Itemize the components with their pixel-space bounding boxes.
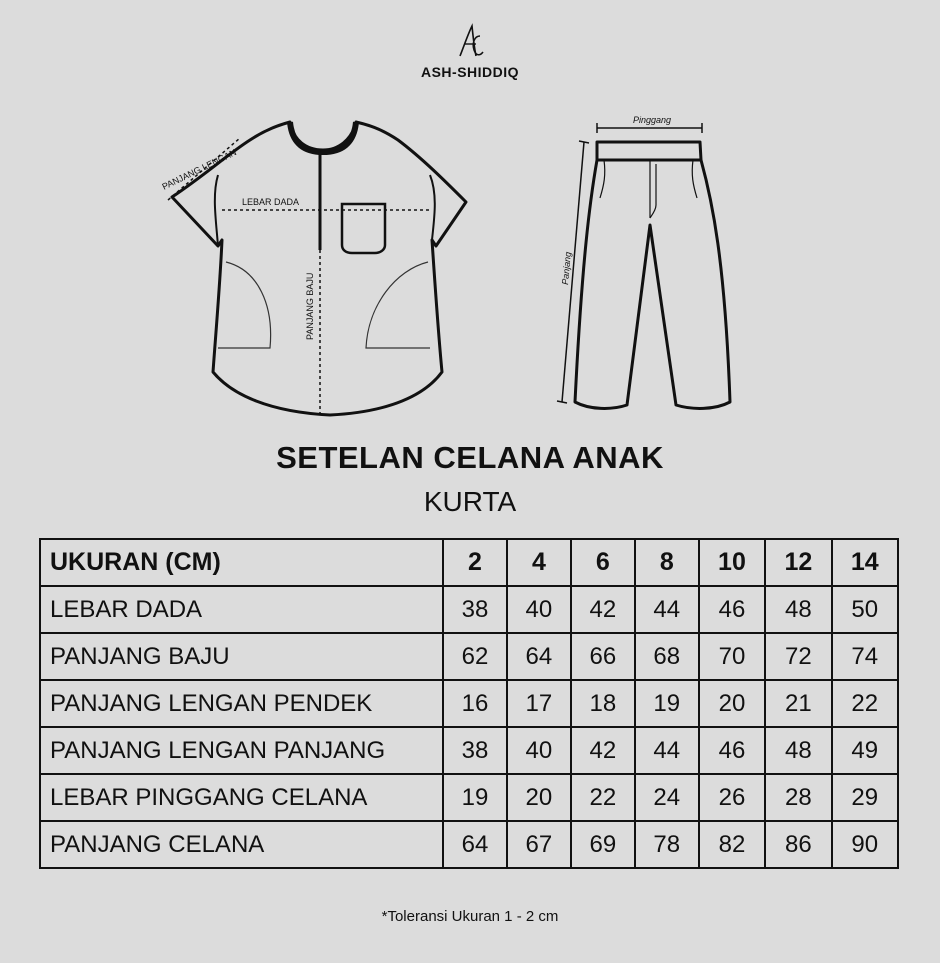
header-cell: 2 [443, 539, 507, 586]
table-cell: 42 [571, 586, 635, 633]
table-cell: 18 [571, 680, 635, 727]
table-cell: 48 [765, 727, 831, 774]
table-cell: 67 [507, 821, 571, 868]
table-cell: 17 [507, 680, 571, 727]
pants-drawing [575, 142, 730, 408]
chest-label: LEBAR DADA [242, 197, 300, 207]
table-cell: 70 [699, 633, 765, 680]
row-label: PANJANG LENGAN PANJANG [40, 727, 443, 774]
table-cell: 72 [765, 633, 831, 680]
table-row [40, 680, 898, 727]
row-label: PANJANG CELANA [40, 821, 443, 868]
tolerance-note: *Toleransi Ukuran 1 - 2 cm [381, 908, 559, 925]
table-cell: 46 [699, 727, 765, 774]
table-cell: 50 [832, 586, 898, 633]
table-cell: 29 [832, 774, 898, 821]
sleeve-label: PANJANG LENGAN [160, 147, 239, 192]
table-cell: 40 [507, 727, 571, 774]
table-cell: 82 [699, 821, 765, 868]
table-cell: 46 [699, 586, 765, 633]
brand-logo [0, 22, 940, 80]
table-cell: 62 [443, 633, 507, 680]
table-cell: 44 [635, 727, 699, 774]
table-cell: 20 [699, 680, 765, 727]
length-label: PANJANG BAJU [305, 272, 315, 340]
header-cell: 10 [699, 539, 765, 586]
table-cell: 40 [507, 586, 571, 633]
table-cell: 78 [635, 821, 699, 868]
table-cell: 64 [507, 633, 571, 680]
table-row [40, 821, 898, 868]
table-cell: 42 [571, 727, 635, 774]
table-cell: 19 [443, 774, 507, 821]
table-cell: 90 [832, 821, 898, 868]
header-cell: 12 [765, 539, 831, 586]
table-cell: 26 [699, 774, 765, 821]
table-cell: 20 [507, 774, 571, 821]
table-cell: 24 [635, 774, 699, 821]
header-cell: 6 [571, 539, 635, 586]
table-cell: 49 [832, 727, 898, 774]
side-panel-right [366, 262, 430, 348]
garment-illustration [0, 100, 940, 430]
table-row [40, 586, 898, 633]
table-cell: 86 [765, 821, 831, 868]
pants-details [600, 160, 697, 218]
shirt-measure-lines [168, 138, 432, 415]
table-cell: 38 [443, 727, 507, 774]
side-panel-left [218, 262, 271, 348]
size-chart-table [39, 538, 899, 869]
header-cell: UKURAN (CM) [40, 539, 443, 586]
pocket [342, 204, 385, 253]
table-header-row [40, 539, 898, 586]
table-cell: 21 [765, 680, 831, 727]
header-cell: 4 [507, 539, 571, 586]
table-cell: 68 [635, 633, 699, 680]
page-title: SETELAN CELANA ANAK [276, 440, 664, 475]
table-cell: 38 [443, 586, 507, 633]
script-monogram-logo-icon [450, 22, 490, 64]
table-cell: 48 [765, 586, 831, 633]
table-row [40, 633, 898, 680]
row-label: PANJANG LENGAN PENDEK [40, 680, 443, 727]
pants-measure-lines [557, 123, 702, 403]
brand-name: ASH-SHIDDIQ [420, 64, 520, 80]
table-cell: 19 [635, 680, 699, 727]
header-cell: 14 [832, 539, 898, 586]
table-row [40, 727, 898, 774]
table-cell: 22 [571, 774, 635, 821]
table-row [40, 774, 898, 821]
waist-label: Pinggang [633, 115, 672, 125]
table-cell: 22 [832, 680, 898, 727]
table-cell: 74 [832, 633, 898, 680]
table-cell: 44 [635, 586, 699, 633]
page-subtitle: KURTA [423, 486, 517, 517]
table-cell: 64 [443, 821, 507, 868]
table-cell: 66 [571, 633, 635, 680]
table-cell: 28 [765, 774, 831, 821]
header-cell: 8 [635, 539, 699, 586]
pants-length-label: Panjang [560, 251, 573, 286]
row-label: PANJANG BAJU [40, 633, 443, 680]
row-label: LEBAR PINGGANG CELANA [40, 774, 443, 821]
table-cell: 16 [443, 680, 507, 727]
row-label: LEBAR DADA [40, 586, 443, 633]
table-cell: 69 [571, 821, 635, 868]
